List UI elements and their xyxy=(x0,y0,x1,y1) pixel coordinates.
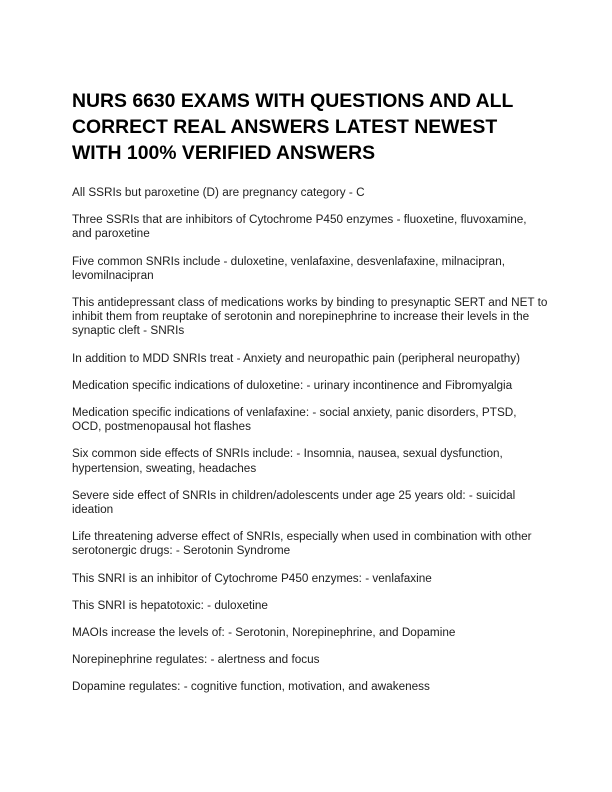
qa-item: In addition to MDD SNRIs treat - Anxiety and neuropathic pain (peripheral neuropathy) xyxy=(72,351,521,365)
qa-list xyxy=(72,186,548,708)
qa-item: Five common SNRIs include - duloxetine, venlafaxine, desvenlafaxine, milnacipran, levomilnacipran xyxy=(72,254,506,282)
qa-item: This antidepressant class of medications works by binding to presynaptic SERT and NET to inhibit them from reuptake of serotonin and norepinephrine to increase their levels in the synaptic cleft - SNRIs xyxy=(72,296,548,338)
qa-item: Severe side effect of SNRIs in children/adolescents under age 25 years old: - suicidal ideation xyxy=(72,488,516,517)
qa-item: All SSRIs but paroxetine (D) are pregnancy category - C xyxy=(72,186,365,199)
qa-item: Norepinephrine regulates: - alertness and focus xyxy=(72,653,320,667)
qa-item: Medication specific indications of duloxetine: - urinary incontinence and Fibromyalgia xyxy=(72,378,513,392)
qa-item: Medication specific indications of venlafaxine: - social anxiety, panic disorders, PTSD, OCD, postmenopausal hot flashes xyxy=(72,406,517,434)
document-title: NURS 6630 EXAMS WITH QUESTIONS AND ALL CORRECT REAL ANSWERS LATEST NEWEST WITH 100% VERIFIED ANSWERS xyxy=(72,90,514,164)
qa-item: Dopamine regulates: - cognitive function, motivation, and awakeness xyxy=(72,680,430,694)
qa-item: Six common side effects of SNRIs include: - Insomnia, nausea, sexual dysfunction, hypertension, sweating, headaches xyxy=(72,447,503,475)
qa-item: This SNRI is an inhibitor of Cytochrome P450 enzymes: - venlafaxine xyxy=(72,571,432,585)
qa-item: Three SSRIs that are inhibitors of Cytochrome P450 enzymes - fluoxetine, fluvoxamine, and paroxetine xyxy=(72,213,527,241)
qa-item: Life threatening adverse effect of SNRIs, especially when used in combination with other serotonergic drugs: - Serotonin Syndrome xyxy=(72,530,532,558)
qa-item: This SNRI is hepatotoxic: - duloxetine xyxy=(72,598,268,612)
qa-item: MAOIs increase the levels of: - Serotonin, Norepinephrine, and Dopamine xyxy=(72,626,456,640)
